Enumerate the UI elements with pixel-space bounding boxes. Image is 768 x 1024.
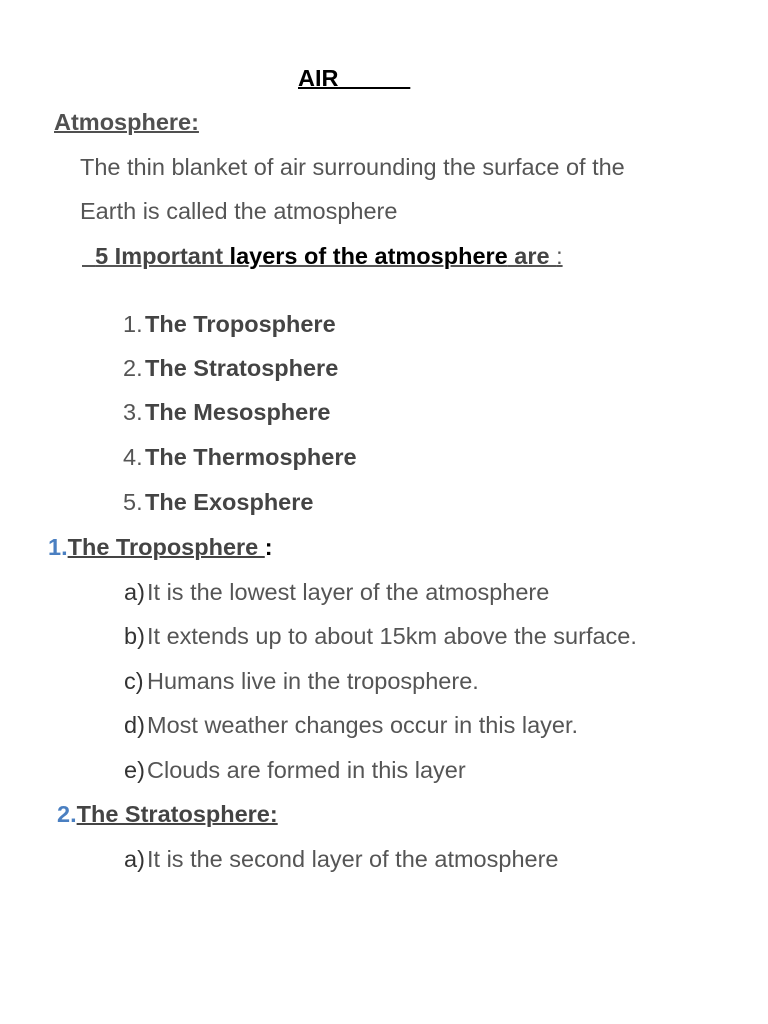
list-item: [124, 578, 549, 606]
list-number: 1.: [123, 311, 143, 337]
section-colon: :: [264, 534, 273, 560]
list-number: 3.: [123, 399, 143, 425]
point-text: It is the lowest layer of the atmosphere: [147, 579, 550, 605]
layer-name: The Stratosphere: [145, 355, 339, 381]
section-heading-troposphere: [48, 533, 273, 561]
point-text: Most weather changes occur in this layer.: [147, 712, 579, 738]
layer-list-item: [123, 488, 313, 516]
page-title-text: AIR: [298, 65, 339, 91]
section-title: The Troposphere: [67, 534, 265, 560]
layers-heading: [82, 242, 563, 270]
layer-list-item: [123, 398, 330, 426]
layers-heading-are: are: [507, 243, 557, 269]
section-heading-stratosphere: [57, 800, 278, 828]
layer-name: The Thermosphere: [145, 444, 357, 470]
page-title: [298, 64, 473, 92]
point-text: Clouds are formed in this layer: [147, 757, 466, 783]
layer-list-item: [123, 310, 336, 338]
section-title: The Stratosphere:: [76, 801, 278, 827]
point-label: e): [124, 757, 145, 783]
list-number: 2.: [123, 355, 143, 381]
list-item: [124, 711, 578, 739]
layer-name: The Mesosphere: [145, 399, 331, 425]
point-label: a): [124, 846, 145, 872]
layer-list-item: [123, 443, 357, 471]
point-label: b): [124, 623, 145, 649]
layer-list-item: [123, 354, 338, 382]
list-item: [124, 756, 466, 784]
point-text: It is the second layer of the atmosphere: [147, 846, 559, 872]
point-text: Humans live in the troposphere.: [147, 668, 479, 694]
layers-heading-prefix: 5 Important: [95, 243, 230, 269]
layers-heading-colon: :: [556, 243, 563, 269]
layers-heading-middle: layers of the atmosphere: [229, 243, 508, 269]
definition-line-2: Earth is called the atmosphere: [80, 198, 398, 224]
list-number: 4.: [123, 444, 143, 470]
atmosphere-heading: Atmosphere:: [54, 109, 199, 135]
layer-name: The Troposphere: [145, 311, 336, 337]
point-label: a): [124, 579, 145, 605]
section-number: 1.: [48, 534, 68, 560]
list-number: 5.: [123, 489, 143, 515]
point-label: d): [124, 712, 145, 738]
point-label: c): [124, 668, 144, 694]
section-number: 2.: [57, 801, 77, 827]
layer-name: The Exosphere: [145, 489, 314, 515]
point-text: It extends up to about 15km above the surface.: [147, 623, 637, 649]
definition-line-1: The thin blanket of air surrounding the surface of the: [80, 154, 625, 180]
list-item: [124, 845, 558, 873]
list-item: [124, 667, 479, 695]
list-item: [124, 622, 637, 650]
